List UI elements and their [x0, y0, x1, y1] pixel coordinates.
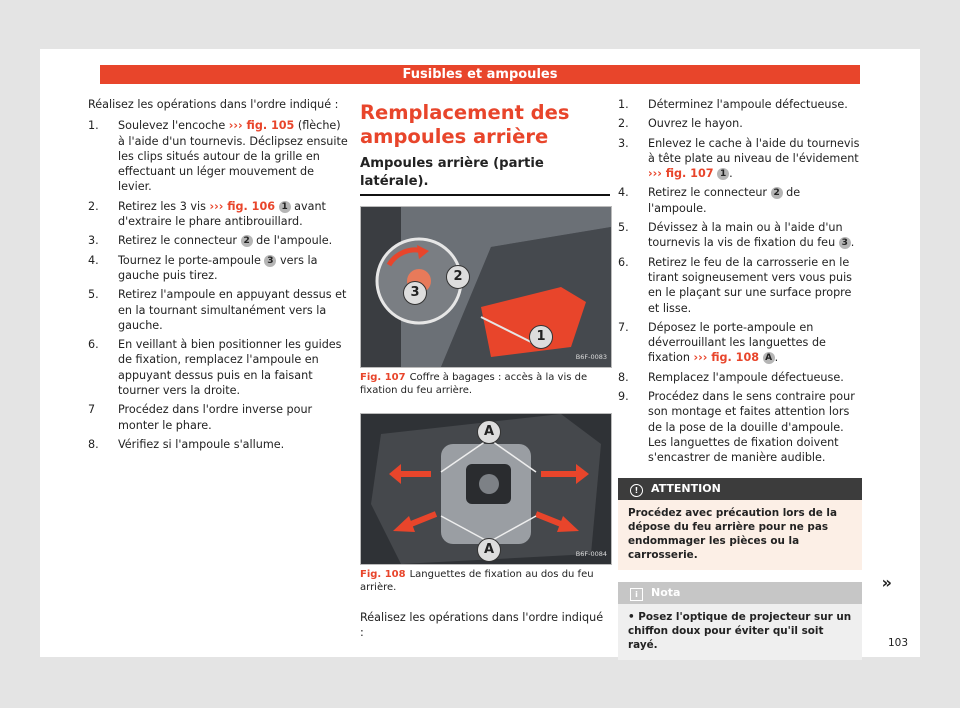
callout-badge: 3 — [264, 255, 276, 267]
nota-title: Nota — [651, 585, 681, 599]
right-steps-list — [618, 97, 862, 466]
step-number: 3. — [88, 234, 99, 248]
step-item — [618, 255, 862, 316]
step-number: 3. — [618, 136, 629, 150]
figure-reference: ››› fig. 107 — [648, 167, 714, 181]
trunk-illustration — [361, 207, 611, 367]
attention-text: Procédez avec précaution lors de la dépose du feu arrière pour ne pas endommager les pièces ou la carrosserie. — [618, 500, 862, 570]
nota-header — [618, 582, 862, 604]
attention-header — [618, 478, 862, 500]
step-number: 2. — [618, 117, 629, 131]
callout-badge: A — [763, 352, 775, 364]
figure-marker-2: 2 — [446, 265, 470, 289]
step-number: 5. — [618, 221, 629, 235]
page-number: 103 — [887, 637, 908, 649]
step-text-end: . — [774, 351, 779, 365]
figure-reference: ››› fig. 108 — [693, 351, 760, 365]
step-text: Procédez dans l'ordre inverse pour monter le phare. — [118, 403, 313, 432]
figure-reference: ››› fig. 105 — [228, 119, 295, 133]
attention-title: ATTENTION — [651, 481, 721, 495]
left-column — [88, 97, 348, 456]
step-number: 6. — [88, 338, 99, 352]
nota-bullet: • — [628, 610, 635, 623]
figure-code: B6F-0084 — [575, 549, 607, 558]
step-text: Retirez le connecteur — [118, 234, 241, 248]
callout-badge: 2 — [771, 187, 783, 199]
step-number: 8. — [618, 370, 629, 384]
step-number: 8. — [88, 437, 99, 451]
subsection-title: Ampoules arrière (partie latérale). — [360, 155, 610, 196]
figure-caption-text: Languettes de fixation au dos du feu arrière. — [360, 569, 594, 593]
step-number: 7 — [88, 403, 96, 417]
step-item — [618, 185, 862, 216]
figure-label: Fig. 107 — [360, 372, 406, 383]
step-text-end: vers la gauche puis tirez. — [118, 253, 318, 282]
step-text-end: (flèche) à l'aide d'un tournevis. Déclipsez ensuite les clips situés autour de la grille en effectuant un léger mouvement de levier. — [118, 119, 348, 194]
figure-label: Fig. 108 — [360, 569, 406, 580]
step-item — [88, 287, 348, 333]
figure-marker-a-bottom: A — [477, 538, 501, 562]
step-text-end: de l'ampoule. — [252, 234, 333, 248]
step-text-end: avant d'extraire le phare antibrouillard. — [118, 199, 326, 229]
step-text: Retirez les 3 vis — [118, 199, 210, 213]
step-item — [618, 389, 862, 465]
figure-marker-a-top: A — [477, 420, 501, 444]
figure-107 — [360, 206, 612, 368]
info-icon: i — [630, 588, 643, 601]
step-number: 6. — [618, 255, 629, 269]
figure-reference: ››› fig. 106 — [209, 199, 276, 213]
chapter-header: Fusibles et ampoules — [100, 65, 860, 84]
step-text: En veillant à bien positionner les guides de fixation, remplacez l'ampoule en appuyant dessus puis en la faisant tourner vers la droite. — [118, 338, 342, 398]
attention-box — [618, 478, 862, 570]
step-text: Retirez l'ampoule en appuyant dessus et en la tournant simultanément vers la gauche. — [118, 288, 347, 332]
left-steps-list — [88, 118, 348, 452]
step-text: Déposez le porte-ampoule en déverrouillant les languettes de fixation — [648, 320, 826, 365]
step-text: Vérifiez si l'ampoule s'allume. — [118, 437, 285, 451]
step-number: 9. — [618, 390, 629, 404]
step-text: Déterminez l'ampoule défectueuse. — [648, 98, 848, 111]
step-item — [618, 136, 862, 182]
step-text-end: de l'ampoule. — [648, 186, 801, 215]
middle-column — [360, 97, 610, 641]
step-item — [88, 337, 348, 398]
step-text: Tournez le porte-ampoule — [118, 253, 265, 267]
right-column — [618, 97, 862, 660]
callout-badge: 2 — [241, 235, 253, 247]
step-text: Retirez le connecteur — [648, 186, 771, 200]
step-text: Procédez dans le sens contraire pour son montage et faites attention lors de la pose de la douille d'ampoule. Les languettes de fixation doivent s'encastrer de manière audible. — [648, 390, 855, 465]
step-number: 4. — [618, 186, 629, 200]
callout-badge: 1 — [279, 201, 291, 213]
step-text-end: . — [729, 167, 733, 181]
step-item — [88, 253, 348, 284]
warning-icon: ! — [630, 484, 643, 497]
figure-108 — [360, 413, 612, 565]
outro-text: Réalisez les opérations dans l'ordre indiqué : — [360, 611, 604, 640]
step-item — [618, 220, 862, 251]
callout-badge: 1 — [717, 168, 729, 180]
step-item — [88, 199, 348, 230]
continue-marker: » — [881, 573, 892, 592]
figure-caption — [360, 569, 610, 594]
nota-box — [618, 582, 862, 660]
figure-caption — [360, 372, 610, 397]
step-text: Retirez le feu de la carrosserie en le tirant soigneusement vers vous puis en le plaçant sur une surface propre et lisse. — [648, 255, 853, 315]
intro-text: Réalisez les opérations dans l'ordre indiqué : — [88, 98, 339, 111]
callout-badge: 3 — [839, 237, 851, 249]
step-item — [88, 118, 348, 194]
figure-caption-text: Coffre à bagages : accès à la vis de fixation du feu arrière. — [360, 372, 588, 396]
section-title: Remplacement des ampoules arrière — [360, 101, 570, 148]
nota-body — [618, 604, 862, 660]
step-item — [618, 320, 862, 366]
step-text: Ouvrez le hayon. — [648, 117, 743, 131]
nota-text: Posez l'optique de projecteur sur un chiffon doux pour éviter qu'il soit rayé. — [628, 610, 852, 651]
step-number: 7. — [618, 320, 629, 334]
step-text-end: . — [850, 236, 855, 250]
step-number: 1. — [88, 119, 99, 133]
step-text: Dévissez à la main ou à l'aide d'un tournevis la vis de fixation du feu — [648, 221, 843, 250]
figure-code: B6F-0083 — [575, 352, 607, 361]
figure-marker-3: 3 — [403, 281, 427, 305]
step-item — [618, 116, 862, 131]
step-item — [618, 97, 862, 112]
step-number: 1. — [618, 98, 629, 111]
step-item — [88, 402, 348, 433]
step-item — [88, 233, 348, 248]
step-text: Enlevez le cache à l'aide du tournevis à tête plate au niveau de l'évidement — [648, 136, 860, 165]
step-text: Soulevez l'encoche — [118, 119, 229, 133]
step-number: 2. — [88, 199, 99, 213]
step-item — [88, 437, 348, 452]
step-item — [618, 370, 862, 385]
step-number: 4. — [88, 253, 99, 267]
figure-marker-1: 1 — [529, 325, 553, 349]
step-text: Remplacez l'ampoule défectueuse. — [648, 370, 844, 384]
manual-page — [40, 49, 920, 657]
step-number: 5. — [88, 288, 99, 302]
